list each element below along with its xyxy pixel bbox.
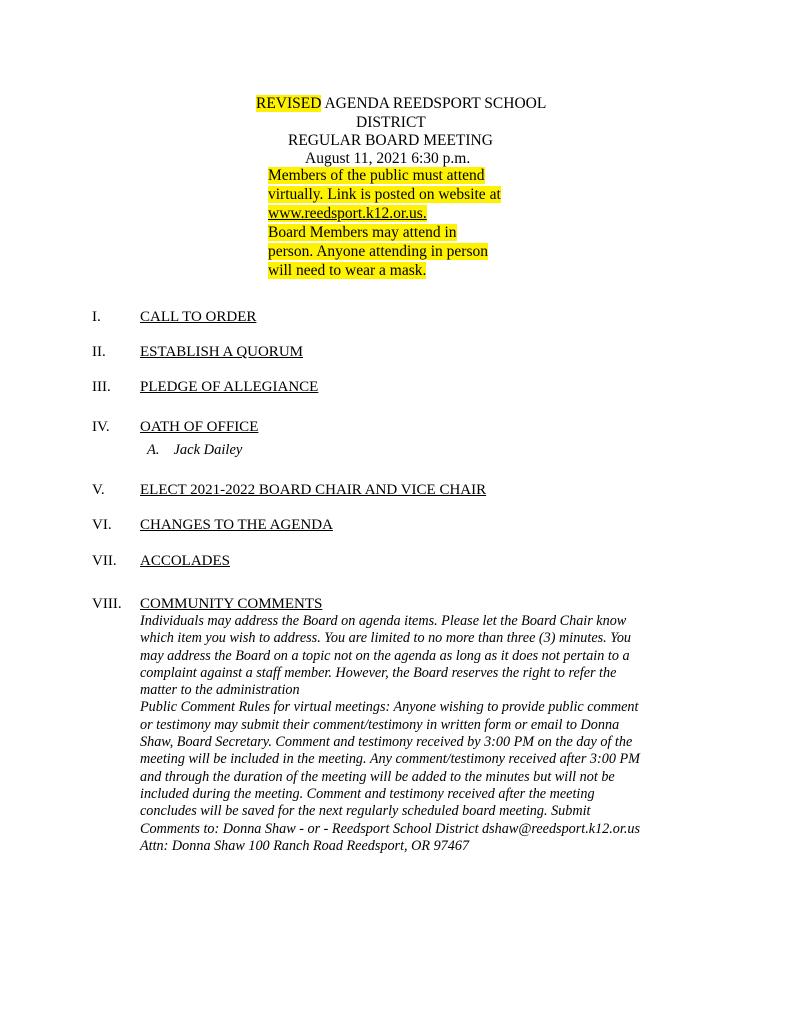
agenda-item-community-comments: COMMUNITY COMMENTS (140, 596, 323, 612)
revised-highlight: REVISED (256, 95, 322, 112)
agenda-item-number: VII. (92, 553, 117, 569)
subitem-text: Jack Dailey (173, 442, 243, 458)
comment-line: and through the duration of the meeting will be added to the minutes but will not be (140, 768, 615, 785)
meeting-date: August 11, 2021 6:30 p.m. (305, 150, 471, 167)
agenda-item-pledge: PLEDGE OF ALLEGIANCE (140, 379, 319, 395)
title-line-1 (256, 94, 546, 113)
agenda-item-call-to-order: CALL TO ORDER (140, 309, 257, 325)
comment-line: included during the meeting. Comment and testimony received after the meeting (140, 785, 595, 802)
agenda-item-number: V. (92, 482, 105, 498)
notice-line: Members of the public must attend (268, 167, 485, 184)
agenda-item-number: II. (92, 344, 106, 360)
comment-line: Individuals may address the Board on agenda items. Please let the Board Chair know (140, 613, 627, 629)
comment-line: Public Comment Rules for virtual meetings: Anyone wishing to provide public comment (140, 699, 639, 716)
notice-line: will need to wear a mask. (268, 262, 427, 279)
notice-line: person. Anyone attending in person (268, 243, 488, 260)
comment-line: Comments to: Donna Shaw - or - Reedsport School District dshaw@reedsport.k12.or.us (140, 820, 641, 837)
subitem-letter: A. (147, 442, 160, 458)
agenda-item-oath: OATH OF OFFICE (140, 419, 259, 435)
comment-line: concludes will be saved for the next regularly scheduled board meeting. Submit (140, 803, 591, 820)
comment-line: complaint against a staff member. However, the Board reserves the right to refer the (140, 664, 617, 681)
comment-line: which item you wish to address. You are limited to no more than three (3) minutes. You (140, 630, 632, 647)
title-line-2: DISTRICT (356, 114, 426, 131)
title-line-1-text: AGENDA REEDSPORT SCHOOL (321, 95, 547, 112)
comment-line: or testimony may submit their comment/testimony in written form or email to Donna (140, 716, 620, 733)
agenda-item-number: VI. (92, 517, 112, 533)
agenda-item-quorum: ESTABLISH A QUORUM (140, 344, 303, 360)
agenda-item-number: I. (92, 309, 101, 325)
agenda-item-number: VIII. (92, 596, 122, 612)
comment-line: may address the Board on a topic not on the agenda as long as it does not pertain to a (140, 647, 630, 664)
agenda-subitem (147, 442, 242, 459)
comment-line: meeting will be included in the meeting. Any comment/testimony received after 3:00 PM (140, 751, 640, 768)
notice-line: virtually. Link is posted on website at (268, 186, 501, 203)
agenda-item-accolades: ACCOLADES (140, 553, 231, 569)
notice-line: Board Members may attend in (268, 224, 457, 241)
agenda-item-number: IV. (92, 419, 110, 435)
title-line-3: REGULAR BOARD MEETING (288, 132, 493, 149)
agenda-item-elect-chair: ELECT 2021-2022 BOARD CHAIR AND VICE CHAIR (140, 482, 487, 498)
comment-line: Attn: Donna Shaw 100 Ranch Road Reedsport, OR 97467 (140, 837, 470, 854)
comment-line: matter to the administration (140, 682, 300, 699)
website-link[interactable]: www.reedsport.k12.or.us. (268, 205, 427, 222)
community-comments-text (140, 613, 710, 855)
agenda-item-changes: CHANGES TO THE AGENDA (140, 517, 333, 533)
comment-line: Shaw, Board Secretary. Comment and testimony received by 3:00 PM on the day of the (140, 734, 633, 751)
public-notice (268, 166, 501, 280)
agenda-item-number: III. (92, 379, 111, 395)
